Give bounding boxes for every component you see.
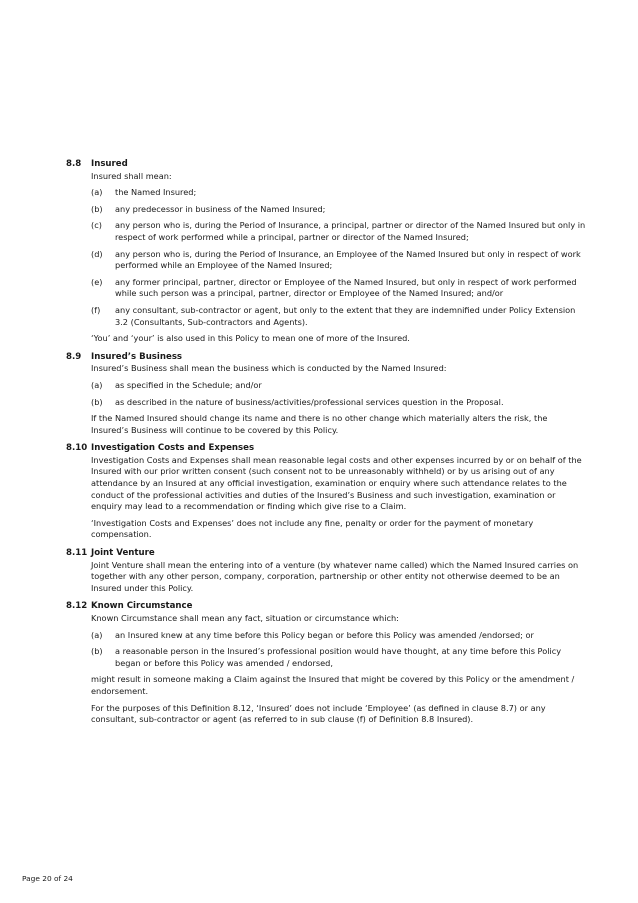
list-item-label: (b) [91, 646, 103, 657]
list-item-label: (a) [91, 629, 103, 640]
list-item-label: (b) [91, 396, 103, 407]
section-number: 8.12 [66, 601, 88, 612]
section-body [91, 352, 586, 437]
list-item-text: as specified in the Schedule; and/or [115, 379, 262, 390]
section-paragraph: If the Named Insured should change its name and there is no other change which materially alters the risk, the Insured’s Business will continue to be covered by this Policy. [91, 413, 548, 435]
list-item-text: any person who is, during the Period of Insurance, an Employee of the Named Insured but only in respect of work performed while an Employee of the Named Insured; [115, 248, 581, 271]
section-body [91, 443, 586, 541]
section-paragraph: ‘You’ and ‘your’ is also used in this Policy to mean one of more of the Insured. [91, 333, 410, 344]
definition-section [66, 159, 586, 345]
list-item [91, 646, 586, 669]
section-intro: Known Circumstance shall mean any fact, situation or circumstance which: [91, 613, 399, 623]
section-number: 8.10 [66, 443, 88, 454]
list-item [91, 305, 586, 328]
section-intro: Insured shall mean: [91, 170, 172, 181]
section-number: 8.11 [66, 548, 88, 559]
definitions-content [66, 159, 586, 733]
section-intro: Investigation Costs and Expenses shall mean reasonable legal costs and other expenses incurred by or on behalf of the Insured with our prior written consent (such consent not to be unreasonably withheld) or by us arising out of any attendance by an Insured at any official investigation, examination or enquiry where such attendance relates to the conduct of the professional activities and duties of the Insured’s Business and such investigation, examination or enquiry may lead to a recommendation or finding which give rise to a Claim. [91, 454, 582, 512]
section-heading: Insured [91, 159, 128, 169]
list-item-text: an Insured knew at any time before this Policy began or before this Policy was amended /endorsed; or [115, 629, 534, 640]
list-item-label: (a) [91, 379, 103, 390]
list-item-label: (a) [91, 187, 103, 198]
list-item-label: (f) [91, 304, 101, 315]
list-item-label: (c) [91, 220, 102, 231]
section-number: 8.8 [66, 159, 82, 169]
list-item [91, 187, 586, 199]
list-item [91, 277, 586, 300]
section-body [91, 601, 586, 725]
list-item [91, 204, 586, 216]
section-number: 8.9 [66, 351, 82, 362]
section-intro: Insured’s Business shall mean the business which is conducted by the Named Insured: [91, 363, 447, 374]
section-body [91, 548, 586, 594]
definition-section [66, 548, 586, 594]
list-item [91, 397, 586, 409]
definition-section [66, 352, 586, 437]
list-item [91, 220, 586, 243]
section-heading: Investigation Costs and Expenses [91, 443, 255, 454]
definition-section [66, 443, 586, 541]
page-number: Page 20 of 24 [22, 874, 73, 883]
list-item-label: (d) [91, 248, 103, 259]
list-item-text: the Named Insured; [115, 187, 197, 198]
list-item-text: any predecessor in business of the Named Insured; [115, 203, 326, 214]
section-heading: Joint Venture [91, 548, 155, 559]
section-body [91, 159, 586, 345]
section-heading: Insured’s Business [91, 351, 183, 362]
list-item-label: (b) [91, 203, 103, 214]
list-item-text: any consultant, sub-contractor or agent, but only to the extent that they are indemnified under Policy Extension 3.2 (Consultants, Sub-contractors and Agents). [115, 304, 576, 327]
section-paragraph: For the purposes of this Definition 8.12, ‘Insured’ does not include ‘Employee’ (as defined in clause 8.7) or any consultant, sub-contractor or agent (as referred to in sub clause (f) of Definition 8.8 Insured). [91, 702, 546, 725]
list-item [91, 380, 586, 392]
list-item-label: (e) [91, 276, 103, 287]
section-intro: Joint Venture shall mean the entering into of a venture (by whatever name called) which the Named Insured carries on together with any other person, company, corporation, partnership or other entity not otherwise deemed to be an Insured under this Policy. [91, 559, 579, 593]
list-item-text: as described in the nature of business/activities/professional services question in the Proposal. [115, 396, 504, 407]
section-paragraph: ‘Investigation Costs and Expenses’ does not include any fine, penalty or order for the payment of monetary compensation. [91, 517, 534, 540]
list-item [91, 630, 586, 642]
section-paragraph: might result in someone making a Claim against the Insured that might be covered by this Policy or the amendment / endorsement. [91, 674, 575, 696]
list-item-text: any person who is, during the Period of Insurance, a principal, partner or director of the Named Insured but only in respect of work performed while a principal, partner or director of the Named Insured; [115, 220, 586, 242]
definition-section [66, 601, 586, 725]
section-heading: Known Circumstance [91, 601, 193, 612]
list-item-text: a reasonable person in the Insured’s professional position would have thought, at any time before this Policy began or before this Policy was amended / endorsed, [115, 646, 562, 668]
list-item [91, 249, 586, 272]
list-item-text: any former principal, partner, director or Employee of the Named Insured, but only in respect of work performed while such person was a principal, partner, director or Employee of the Named Insured; and/or [115, 276, 577, 299]
